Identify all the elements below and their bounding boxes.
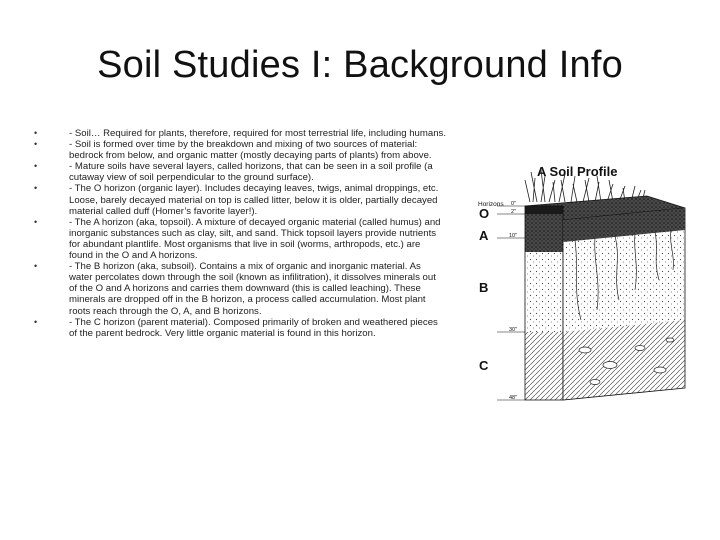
bullet-item: • - The O horizon (organic layer). Includes decaying leaves, twigs, animal droppings, etc. Loose, barely decayed material on top is called litter, below it is older, partially decayed material called duff (Homer’s favorite layer!). [34,183,446,216]
a-horizon-band [525,214,563,252]
b-horizon-band [525,252,563,332]
bullet-item: • - Soil is formed over time by the breakdown and mixing of two sources of material: bedrock from below, and organic matter (mostly decaying parts of plants) from above. [34,139,446,161]
bullet-item: • - Mature soils have several layers, called horizons, that can be seen in a soil profile (a cutaway view of soil perpendicular to the ground surface). [34,161,446,183]
bullet-item: • - The C horizon (parent material). Composed primarily of broken and weathered pieces of the parent bedrock. Very little organic material is found in this horizon. [34,317,446,339]
figure-title: A Soil Profile [537,164,618,179]
horizon-letter-c: C [479,358,489,373]
depth-label: 30" [509,327,518,333]
bullet-item: • - The B horizon (aka, subsoil). Contains a mix of organic and inorganic material. As water percolates down through the soil (known as infilitration), it dissolves minerals out of the O and A horizons and carries them downward (this is called leaching). These minerals are dropped off in the B horizon, a process called accumulation. Most plant roots reach through the O, A, and B horizons. [34,261,446,316]
o-horizon-band [525,206,563,214]
soil-profile-figure [475,150,707,410]
horizons-label: Horizons [478,201,504,208]
depth-label: 10" [509,233,518,239]
horizon-letter-b: B [479,280,489,295]
depth-label: 48" [509,395,518,401]
horizon-letter-o: O [479,206,490,221]
bullet-item: • - Soil… Required for plants, therefore, required for most terrestrial life, including humans. [34,128,446,139]
depth-label: 2" [511,209,517,215]
side-parent-material [563,320,685,400]
depth-label: 0" [511,201,517,207]
c-horizon-band [525,332,563,400]
soil-profile-diagram [475,150,707,410]
bullet-item: • - The A horizon (aka, topsoil). A mixture of decayed organic material (called humus) and inorganic substances such as clay, silt, and sand. Thick topsoil layers provide nutrients for abundant plantlife. Most organisms that live in soil (worms, arthropods, etc.) are found in the O and A horizons. [34,217,446,261]
slide-title: Soil Studies I: Background Info [97,44,623,86]
horizon-letter-a: A [479,228,489,243]
bullet-list [34,128,446,339]
side-subsoil [563,230,685,332]
